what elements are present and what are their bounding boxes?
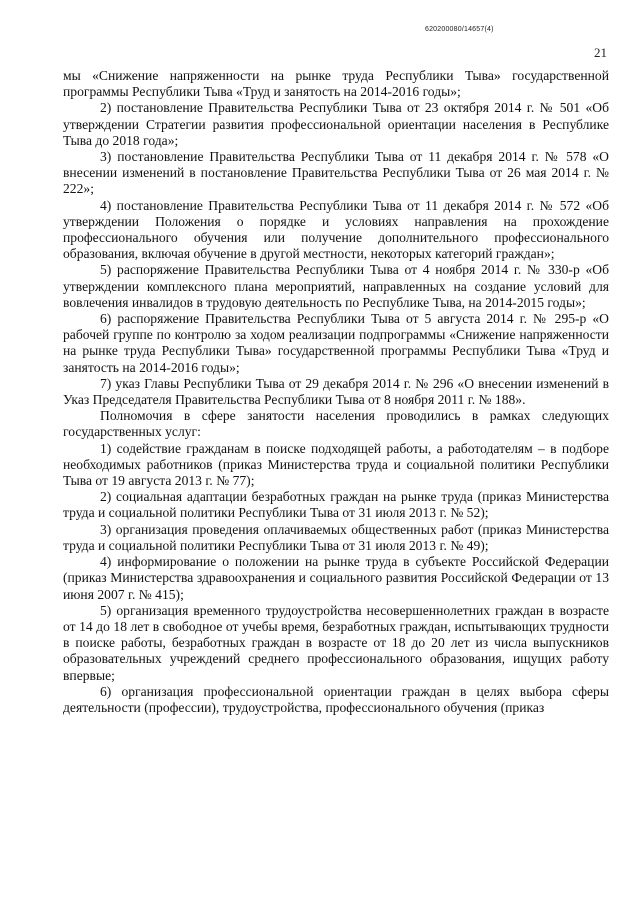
document-stamp: 620200080/14657(4): [425, 26, 494, 33]
paragraph-item-3: 3) постановление Правительства Республики Тыва от 11 декабря 2014 г. № 578 «О внесении изменений в постановление Правительства Республики Тыва от 26 мая 2014 г. № 222»;: [63, 149, 609, 197]
paragraph-item-4: 4) постановление Правительства Республики Тыва от 11 декабря 2014 г. № 572 «Об утверждении Положения о порядке и условиях направления на прохождение профессионального обучения или получение дополнительного профессионального образования, включая обучение в другой местности, некоторых категорий граждан»;: [63, 197, 609, 262]
paragraph-service-3: 3) организация проведения оплачиваемых общественных работ (приказ Министерства труда и социальной политики Республики Тыва от 31 июля 2013 г. № 49);: [63, 521, 609, 553]
paragraph-item-5: 5) распоряжение Правительства Республики Тыва от 4 ноября 2014 г. № 330-р «Об утверждении комплексного плана мероприятий, направленных на создание условий для вовлечения инвалидов в трудовую деятельность по Республике Тыва, на 2014-2015 годы»;: [63, 262, 609, 310]
paragraph-service-6: 6) организация профессиональной ориентации граждан в целях выбора сферы деятельности (профессии), трудоустройства, профессионального обучения (приказ: [63, 683, 609, 715]
paragraph-item-7: 7) указ Главы Республики Тыва от 29 декабря 2014 г. № 296 «О внесении изменений в Указ Председателя Правительства Республики Тыва от 8 ноября 2011 г. № 188».: [63, 375, 609, 408]
document-body: [63, 68, 609, 716]
paragraph-services-intro: Полномочия в сфере занятости населения проводились в рамках следующих государственных услуг:: [63, 408, 609, 440]
paragraph-item-6: 6) распоряжение Правительства Республики Тыва от 5 августа 2014 г. № 295-р «О рабочей группе по контролю за ходом реализации подпрограммы «Снижение напряженности на рынке труда Республики Тыва» государственной программы Республики Тыва «Труд и занятость на 2014-2016 годы»;: [63, 311, 609, 375]
paragraph-service-5: 5) организация временного трудоустройства несовершеннолетних граждан в возрасте от 14 до 18 лет в свободное от учебы время, безработных граждан, испытывающих трудности в поиске работы, безработных граждан в возрасте от 18 до 20 лет из числа выпускников образовательных учреждений среднего профессионального образования, ищущих работу впервые;: [63, 602, 609, 683]
page-number: 21: [594, 45, 607, 60]
paragraph-service-2: 2) социальная адаптации безработных граждан на рынке труда (приказ Министерства труда и социальной политики Республики Тыва от 31 июля 2013 г. № 52);: [63, 489, 609, 521]
paragraph-service-1: 1) содействие гражданам в поиске подходящей работы, а работодателям – в подборе необходимых работников (приказ Министерства труда и социальной политики Республики Тыва от 19 августа 2013 г. № 77);: [63, 440, 609, 489]
paragraph-service-4: 4) информирование о положении на рынке труда в субъекте Российской Федерации (приказ Министерства здравоохранения и социального развития Российской Федерации от 13 июня 2007 г. № 415);: [63, 554, 609, 602]
paragraph-item-2: 2) постановление Правительства Республики Тыва от 23 октября 2014 г. № 501 «Об утверждении Стратегии развития профессиональной ориентации населения в Республике Тыва до 2018 года»;: [63, 100, 609, 148]
paragraph-continuation: мы «Снижение напряженности на рынке труда Республики Тыва» государственной программы Республики Тыва «Труд и занятость на 2014-2016 годы»;: [63, 68, 609, 100]
